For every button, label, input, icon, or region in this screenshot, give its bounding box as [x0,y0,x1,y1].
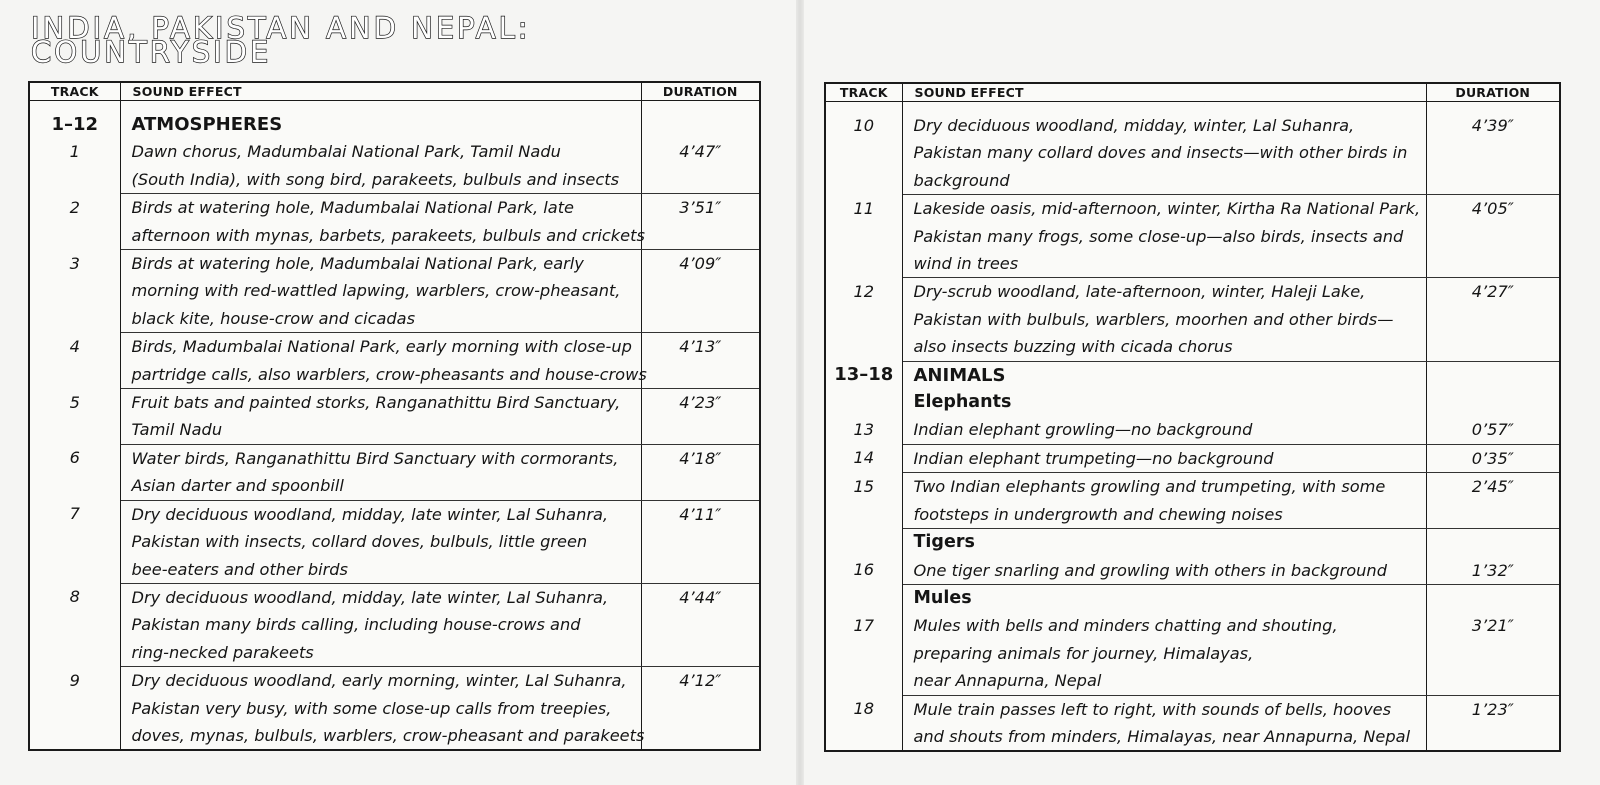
duration-text: 0’57″ [1471,420,1514,440]
track-description [902,473,1426,529]
header-duration: DURATION [1426,83,1560,102]
description-line: Tamil Nadu [131,420,223,440]
track-number-text: 9 [69,670,80,690]
track-description [120,583,641,666]
track-duration [641,583,760,666]
description-line: Birds at watering hole, Madumbalai National Park, early [131,254,584,274]
left-track-table [28,81,761,751]
description-line: Birds at watering hole, Madumbalai National Park, late [131,198,575,218]
description-line: and shouts from minders, Himalayas, near Annapurna, Nepal [913,726,1411,746]
duration-text: 0’35″ [1471,448,1514,468]
track-number-text: 17 [853,615,875,635]
track-number-text: 3 [69,253,80,273]
track-duration [641,444,760,500]
category-heading: Tigers [913,532,975,553]
description-line: Indian elephant trumpeting—no background [913,448,1274,468]
duration-text: 4’12″ [679,671,722,691]
track-number-text: 7 [69,504,80,524]
track-number-text: 15 [853,476,875,496]
description-line: Dry-scrub woodland, late-afternoon, winter, Haleji Lake, [913,282,1366,302]
track-duration [642,138,760,165]
track-duration [641,194,760,250]
track-duration [1426,195,1560,278]
duration-text: 4’44″ [679,587,722,607]
header-track: TRACK [825,83,902,102]
section-row-atmospheres [29,101,760,194]
track-row [825,473,1560,529]
description-line: black kite, house-crow and cicadas [131,308,416,328]
description-line: Birds, Madumbalai National Park, early morning with close-up [131,337,632,357]
section-range [29,101,120,194]
track-description [902,695,1426,751]
section-heading-cell [902,361,1426,389]
track-number [825,529,902,585]
description-line: Mule train passes left to right, with sounds of bells, hooves [913,699,1392,719]
track-number [825,695,902,751]
track-duration [641,667,760,751]
track-duration [1426,695,1560,751]
duration-text: 2’45″ [1471,477,1514,497]
track-duration [1426,529,1560,585]
description-line: footsteps in undergrowth and chewing noises [913,504,1283,524]
track-duration [641,250,760,333]
track-number [29,667,120,751]
track-number [825,278,902,361]
duration-text: 4’05″ [1471,199,1514,219]
description-line: also insects buzzing with cicada chorus [913,337,1233,357]
track-number [825,389,902,444]
description-line: Indian elephant growling—no background [913,420,1253,440]
description-line: Pakistan many frogs, some close-up—also birds, insects and [913,226,1404,246]
track-description [902,195,1426,278]
track-description [120,194,645,250]
description-line: bee-eaters and other birds [131,559,348,579]
description-line: Dry deciduous woodland, midday, late winter, Lal Suhanra, [131,587,609,607]
duration-text: 4’39″ [1471,116,1514,135]
track-row [825,444,1560,472]
title-line-2: COUNTRYSIDE [31,35,272,69]
duration-text: 1’23″ [1471,699,1514,719]
section-heading: ANIMALS [913,364,1006,386]
track-description [902,584,1426,695]
description-line: Dry deciduous woodland, early morning, winter, Lal Suhanra, [131,671,627,691]
track-number [29,250,120,333]
track-description [120,333,647,389]
section-row-animals [825,361,1560,389]
description-line: Water birds, Ranganathittu Bird Sanctuary with cormorants, [131,448,619,468]
description-line: near Annapurna, Nepal [913,671,1102,691]
track-row [825,278,1560,361]
track-row [29,194,760,250]
track-duration [641,333,760,389]
description-line: Pakistan with bulbuls, warblers, moorhen and other birds— [913,309,1394,329]
track-description [120,250,641,333]
track-description [120,444,641,500]
track-number-text: 18 [853,699,875,719]
track-description [902,389,1426,444]
track-row [825,195,1560,278]
track-number [825,195,902,278]
duration-text: 4’13″ [679,337,722,357]
track-number-text: 5 [69,392,80,412]
duration-text: 4’23″ [679,393,722,413]
description-line: Asian darter and spoonbill [131,476,344,496]
description-line: partridge calls, also warblers, crow-pheasants and house-crows [131,364,647,384]
left-header-row [29,82,760,101]
track-description [902,444,1426,472]
description-line: preparing animals for journey, Himalayas, [913,643,1254,663]
track-description [120,389,641,445]
duration-text: 4’11″ [679,504,722,524]
category-heading: Mules [913,587,972,608]
track-number [29,444,120,500]
track-row [825,102,1560,195]
track-row [825,529,1560,585]
section-range [825,361,902,389]
right-table-body [825,102,1560,752]
track-description [902,529,1426,585]
duration-text: 4’27″ [1471,282,1514,302]
track-number [29,389,120,445]
track-number-text: 11 [853,198,875,218]
description-line: Dry deciduous woodland, midday, winter, Lal Suhanra, [913,116,1355,135]
description-line: Lakeside oasis, mid-afternoon, winter, Kirtha Ra National Park, [913,199,1421,219]
duration-text: 4’09″ [679,254,722,274]
description-line: (South India), with song bird, parakeets, bulbuls and insects [131,169,620,189]
track-row [29,500,760,583]
track-number-text: 6 [69,448,80,468]
track-number [825,584,902,695]
track-number-text: 2 [69,197,80,217]
track-duration [641,500,760,583]
description-line: wind in trees [913,254,1019,274]
description-line: Pakistan many collard doves and insects—with other birds in [913,143,1408,163]
track-number [825,473,902,529]
track-description [120,500,641,583]
track-number [29,500,120,583]
track-number-text: 10 [853,116,875,135]
title-line-1: INDIA, PAKISTAN AND NEPAL: [31,11,531,45]
duration-text: 4’47″ [679,142,722,162]
track-row [825,695,1560,751]
description-line: Dry deciduous woodland, midday, late winter, Lal Suhanra, [131,504,609,524]
description-line: afternoon with mynas, barbets, parakeets, bulbuls and crickets [131,225,645,245]
track-description [120,667,645,751]
track-row [29,333,760,389]
right-header-row [825,83,1560,102]
description-line: Fruit bats and painted storks, Ranganathittu Bird Sanctuary, [131,393,621,413]
description-line: Pakistan with insects, collard doves, bulbuls, little green [131,532,588,552]
track-row [825,584,1560,695]
track-duration [1426,389,1560,444]
track-duration [1426,102,1560,195]
page-fold [796,0,804,785]
track-number-text: 13 [853,420,875,440]
header-sound-effect: SOUND EFFECT [902,83,1426,102]
track-number: 1 [69,142,80,162]
track-duration [1426,473,1560,529]
page-title [31,11,531,69]
description-line: morning with red-wattled lapwing, warblers, crow-pheasant, [131,281,621,301]
track-number [825,102,902,195]
description-line: background [913,170,1010,190]
track-duration [641,389,760,445]
track-number [29,333,120,389]
track-row [29,250,760,333]
description-line: ring-necked parakeets [131,642,314,662]
track-description [902,102,1426,195]
duration-cell [641,101,760,194]
section-heading-cell [120,101,641,194]
track-number-text: 14 [853,448,875,468]
track-number-text: 12 [853,281,875,301]
duration-text: 4’18″ [679,448,722,468]
description-line: Dawn chorus, Madumbalai National Park, Tamil Nadu [131,142,561,162]
right-track-table [824,82,1561,752]
header-duration: DURATION [641,82,760,101]
track-number [29,194,120,250]
track-row [29,667,760,751]
description-line: Pakistan very busy, with some close-up calls from treepies, [131,698,612,718]
track-row [29,444,760,500]
description-line: Two Indian elephants growling and trumpeting, with some [913,477,1386,497]
track-number [29,583,120,666]
description-line: Mules with bells and minders chatting and shouting, [913,616,1338,636]
left-table-body [29,101,760,751]
category-heading: Elephants [913,392,1012,413]
track-duration [1426,278,1560,361]
track-description [902,278,1426,361]
duration-text: 3’21″ [1471,616,1514,636]
track-duration [1426,444,1560,472]
track-number-text: 8 [69,587,80,607]
header-track: TRACK [29,82,120,101]
header-sound-effect: SOUND EFFECT [120,82,641,101]
track-row [29,583,760,666]
section-range-text: 1–12 [51,114,99,135]
description-line: Pakistan many birds calling, including house-crows and [131,615,581,635]
description-line: doves, mynas, bulbuls, warblers, crow-pheasant and parakeets [131,725,645,745]
section-range-text: 13–18 [834,364,894,386]
track-duration [1426,584,1560,695]
description-line: One tiger snarling and growling with others in background [913,560,1387,580]
track-row [825,389,1560,444]
track-row [29,389,760,445]
track-number-text: 4 [69,336,80,356]
duration-text: 1’32″ [1471,560,1514,580]
section-heading: ATMOSPHERES [131,114,283,135]
track-description [132,138,637,193]
track-number [825,444,902,472]
duration-text: 3’51″ [679,198,722,218]
track-number-text: 16 [853,560,875,579]
